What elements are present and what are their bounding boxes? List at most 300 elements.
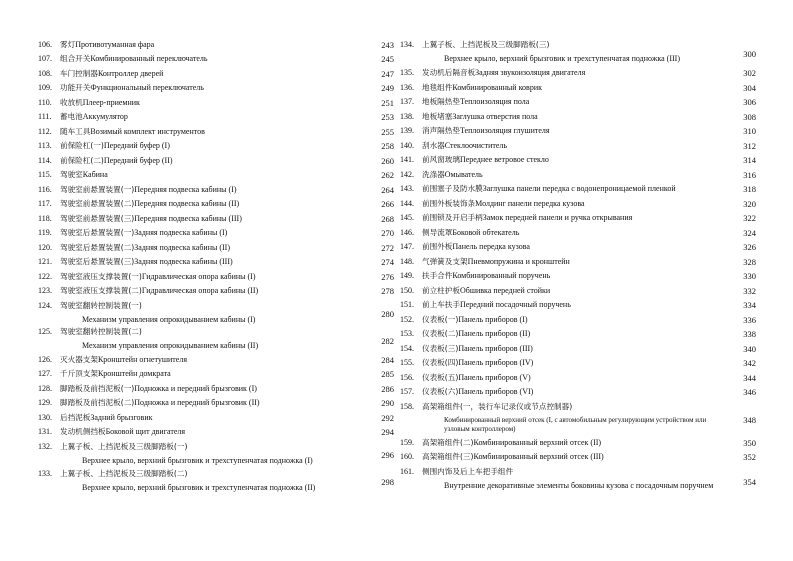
entry-number: 131. bbox=[38, 427, 52, 436]
page-number: 285 bbox=[381, 369, 394, 379]
entry-number: 158. bbox=[400, 401, 414, 411]
entry-number: 129. bbox=[38, 398, 52, 407]
entry-number: 142. bbox=[400, 169, 414, 179]
entry-title bbox=[60, 398, 394, 408]
toc-entry bbox=[38, 199, 394, 214]
entry-number: 126. bbox=[38, 354, 52, 364]
page-number: 284 bbox=[381, 354, 394, 365]
entry-title bbox=[60, 243, 394, 253]
entry-number: 161. bbox=[400, 466, 414, 476]
entry-title-russian: Передняя подвеска кабины (I) bbox=[134, 184, 237, 194]
entry-title-chinese: 上翼子板、上挡泥板及三级脚踏板(三) bbox=[422, 40, 550, 49]
entry-title bbox=[60, 214, 394, 224]
toc-entry bbox=[400, 438, 756, 453]
entry-number: 154. bbox=[400, 343, 414, 353]
toc-entry bbox=[38, 98, 394, 113]
entry-number: 140. bbox=[400, 140, 414, 150]
toc-entry bbox=[38, 442, 394, 469]
entry-title-chinese: 前围外板装饰条 bbox=[422, 198, 476, 208]
toc-entry bbox=[400, 112, 756, 127]
entry-title-russian: Комбинированный поручень bbox=[452, 271, 551, 280]
entry-title-chinese: 气弹簧及支架 bbox=[422, 256, 468, 266]
entry-title bbox=[60, 384, 394, 394]
entry-title bbox=[422, 373, 756, 383]
entry-title-chinese: 洗涤器 bbox=[422, 169, 445, 179]
entry-title bbox=[60, 413, 394, 423]
entry-title bbox=[60, 112, 394, 122]
entry-title bbox=[60, 469, 394, 493]
entry-title bbox=[60, 54, 394, 64]
entry-title-russian: Задняя звукоизоляция двигателя bbox=[475, 68, 586, 77]
entry-title-russian: Верхнее крыло, верхний брызговик и трехступенчатая подножка (III) bbox=[444, 54, 680, 63]
entry-title bbox=[422, 97, 756, 107]
toc-entry bbox=[400, 155, 756, 170]
page-number: 253 bbox=[381, 112, 394, 122]
entry-number: 130. bbox=[38, 412, 52, 422]
entry-number: 123. bbox=[38, 286, 52, 295]
page-number: 324 bbox=[743, 227, 756, 238]
entry-title-russian: Верхнее крыло, верхний брызговик и трехступенчатая подножка (II) bbox=[82, 482, 316, 492]
entry-title bbox=[60, 369, 394, 379]
entry-title-chinese: 驾驶室液压支撑装置(二) bbox=[60, 286, 142, 295]
entry-title-chinese: 驾驶室前悬置装置(三) bbox=[60, 213, 135, 223]
entry-number: 112. bbox=[38, 126, 52, 136]
entry-title bbox=[422, 170, 756, 180]
page-number: 328 bbox=[743, 256, 756, 267]
entry-title bbox=[60, 272, 394, 282]
entry-title-chinese: 消声隔热垫 bbox=[422, 126, 460, 135]
entry-title-russian: Комбинированный переключатель bbox=[90, 54, 208, 63]
toc-entry bbox=[38, 286, 394, 301]
entry-number: 159. bbox=[400, 437, 414, 447]
entry-title bbox=[422, 184, 756, 194]
toc-entry bbox=[38, 413, 394, 428]
entry-title bbox=[422, 452, 756, 462]
toc-entry bbox=[38, 469, 394, 495]
page-number: 249 bbox=[381, 83, 394, 93]
toc-entry bbox=[38, 83, 394, 98]
page-number: 294 bbox=[381, 427, 394, 437]
page-number: 251 bbox=[381, 97, 394, 108]
entry-title-chinese: 仪表板(一) bbox=[422, 314, 459, 324]
page-number: 316 bbox=[743, 169, 756, 180]
entry-title bbox=[422, 40, 756, 64]
page-number: 304 bbox=[743, 82, 756, 93]
entry-title-chinese: 组合开关 bbox=[60, 54, 91, 63]
entry-title bbox=[60, 442, 394, 466]
page-number: 282 bbox=[381, 335, 394, 346]
entry-title-chinese: 随车工具 bbox=[60, 126, 91, 136]
entry-title-chinese: 侧导流罩 bbox=[422, 227, 453, 237]
entry-title-russian: Теплоизоляция глушителя bbox=[459, 126, 550, 135]
toc-entry bbox=[400, 329, 756, 344]
entry-title-chinese: 地板隔热垫 bbox=[422, 97, 460, 106]
page-number: 308 bbox=[743, 111, 756, 122]
page-number: 322 bbox=[743, 213, 756, 223]
entry-title bbox=[60, 185, 394, 195]
entry-title bbox=[422, 213, 756, 223]
entry-title-russian: Передняя подвеска кабины (II) bbox=[134, 199, 240, 208]
entry-title-chinese: 驾驶室 bbox=[60, 170, 83, 179]
entry-title bbox=[422, 402, 756, 434]
entry-title bbox=[60, 98, 394, 108]
page-number: 272 bbox=[381, 242, 394, 253]
page-number: 336 bbox=[743, 314, 756, 325]
entry-title bbox=[422, 329, 756, 339]
entry-number: 117. bbox=[38, 199, 52, 208]
entry-title-chinese: 驾驶室前悬置装置(一) bbox=[60, 184, 135, 194]
toc-entry bbox=[400, 242, 756, 257]
toc-entry bbox=[38, 301, 394, 327]
entry-title bbox=[60, 156, 394, 166]
entry-title bbox=[60, 301, 394, 325]
entry-title-chinese: 仪表板(四) bbox=[422, 358, 459, 367]
toc-entry bbox=[38, 40, 394, 54]
entry-title-russian: Пневмопружина и кронштейн bbox=[467, 256, 570, 266]
toc-entry bbox=[400, 228, 756, 243]
page-number: 300 bbox=[743, 49, 756, 59]
page-number: 330 bbox=[743, 271, 756, 281]
entry-title-russian: Возимый комплект инструментов bbox=[90, 126, 205, 136]
entry-number: 146. bbox=[400, 227, 414, 237]
entry-number: 122. bbox=[38, 271, 52, 281]
entry-title-russian: Механизм управления опрокидыванием кабины (I) bbox=[82, 314, 256, 324]
entry-title bbox=[60, 257, 394, 267]
page-number: 348 bbox=[743, 414, 756, 425]
entry-title bbox=[422, 286, 756, 296]
entry-title-russian: Панель приборов (VI) bbox=[458, 387, 534, 396]
toc-entry bbox=[38, 427, 394, 442]
entry-title-russian: Боковой обтекатель bbox=[452, 227, 520, 237]
entry-title-russian: Панель приборов (III) bbox=[458, 343, 533, 353]
entry-title-chinese: 收放机 bbox=[60, 97, 83, 107]
entry-title bbox=[60, 327, 394, 351]
entry-title-chinese: 功能开关 bbox=[60, 83, 91, 92]
entry-title-russian: Заглушка отверстия пола bbox=[452, 111, 538, 121]
entry-number: 160. bbox=[400, 452, 414, 461]
entry-title-chinese: 扶手合件 bbox=[422, 271, 453, 280]
entry-number: 118. bbox=[38, 213, 52, 223]
entry-title-chinese: 驾驶室液压支撑装置(一) bbox=[60, 271, 142, 281]
entry-title-russian: Задняя подвеска кабины (I) bbox=[134, 228, 228, 237]
toc-entry bbox=[38, 228, 394, 243]
page-number: 278 bbox=[381, 286, 394, 296]
entry-title-russian: Передний буфер (II) bbox=[103, 155, 173, 165]
entry-title-russian: Передняя подвеска кабины (III) bbox=[134, 213, 242, 223]
entry-title bbox=[60, 355, 394, 365]
entry-title-russian: Комбинированный верхний отсек (II) bbox=[473, 437, 602, 447]
entry-title-chinese: 雾灯 bbox=[60, 40, 76, 49]
page-number: 270 bbox=[381, 228, 394, 238]
entry-title-chinese: 后挡泥板 bbox=[60, 412, 91, 422]
toc-entry bbox=[38, 398, 394, 413]
toc-entry bbox=[400, 97, 756, 112]
entry-title-chinese: 脚踏板及前挡泥板(二) bbox=[60, 398, 135, 407]
entry-title-chinese: 前上车扶手 bbox=[422, 300, 460, 309]
toc-entry bbox=[400, 83, 756, 98]
page-number: 243 bbox=[381, 40, 394, 50]
toc-entry bbox=[400, 373, 756, 388]
entry-number: 133. bbox=[38, 468, 52, 478]
toc-right-column bbox=[400, 40, 756, 497]
page-number: 342 bbox=[743, 358, 756, 368]
page-number: 302 bbox=[743, 68, 756, 78]
entry-title-russian: Задний брызговик bbox=[90, 412, 153, 422]
entry-title-russian: Гидравлическая опора кабины (II) bbox=[141, 286, 259, 295]
entry-title-chinese: 千斤顶支架 bbox=[60, 369, 98, 378]
entry-number: 156. bbox=[400, 372, 414, 382]
entry-title bbox=[60, 228, 394, 238]
toc-entry bbox=[38, 369, 394, 384]
entry-number: 137. bbox=[400, 97, 414, 106]
entry-number: 136. bbox=[400, 82, 414, 92]
entry-number: 124. bbox=[38, 300, 52, 310]
entry-title-chinese: 前围塞子及防水膜 bbox=[422, 184, 483, 193]
entry-title bbox=[422, 438, 756, 448]
toc-entry bbox=[38, 170, 394, 185]
entry-title-russian: Омыватель bbox=[444, 169, 483, 179]
entry-title bbox=[60, 141, 394, 151]
entry-title-chinese: 仪表板(六) bbox=[422, 387, 459, 396]
page-number: 255 bbox=[381, 126, 394, 137]
entry-title-russian: Стеклоочиститель bbox=[444, 140, 508, 150]
entry-number: 119. bbox=[38, 228, 52, 237]
entry-title-chinese: 车门控制器 bbox=[60, 68, 98, 78]
page-number: 344 bbox=[743, 372, 756, 383]
page-number: 334 bbox=[743, 300, 756, 310]
entry-title-chinese: 地毯组件 bbox=[422, 82, 453, 92]
entry-title bbox=[60, 199, 394, 209]
toc-entry bbox=[400, 257, 756, 272]
entry-title bbox=[422, 315, 756, 325]
entry-title-chinese: 驾驶室后悬置装置(三) bbox=[60, 257, 135, 266]
page-number: 296 bbox=[381, 450, 394, 460]
entry-number: 150. bbox=[400, 285, 414, 295]
toc-entry bbox=[400, 141, 756, 156]
toc-entry bbox=[38, 141, 394, 156]
toc-entry bbox=[400, 184, 756, 199]
page-number: 320 bbox=[743, 198, 756, 209]
entry-title bbox=[60, 69, 394, 79]
entry-number: 128. bbox=[38, 383, 52, 393]
page-number: 340 bbox=[743, 343, 756, 354]
entry-title bbox=[422, 155, 756, 165]
entry-title-russian: Передний буфер (I) bbox=[103, 141, 170, 150]
page-number: 310 bbox=[743, 126, 756, 136]
entry-title-russian: Подножка и передний брызговик (I) bbox=[134, 383, 257, 393]
entry-title bbox=[60, 286, 394, 296]
toc-entry bbox=[400, 387, 756, 402]
entry-title-chinese: 刮水器 bbox=[422, 140, 445, 150]
entry-number: 151. bbox=[400, 300, 414, 309]
entry-title bbox=[422, 257, 756, 267]
toc-entry bbox=[38, 127, 394, 142]
entry-title-chinese: 高架箱组件(三) bbox=[422, 452, 474, 461]
entry-title-russian: Заглушка панели передка с водонепроницаемой пленкой bbox=[482, 184, 676, 193]
entry-title-chinese: 驾驶室翻转控制装置(二) bbox=[60, 326, 142, 336]
entry-title-chinese: 驾驶室前悬置装置(二) bbox=[60, 199, 135, 208]
entry-title-chinese: 脚踏板及前挡泥板(一) bbox=[60, 383, 135, 393]
entry-title-chinese: 蓄电池 bbox=[60, 112, 83, 121]
entry-number: 134. bbox=[400, 40, 414, 49]
entry-title-russian: Панель передка кузова bbox=[452, 242, 530, 251]
entry-number: 148. bbox=[400, 256, 414, 266]
entry-number: 147. bbox=[400, 242, 414, 251]
entry-title-russian: Комбинированный верхний отсек (I, с автомобильным регулирующим устройством или узловым контроллером) bbox=[444, 415, 707, 433]
entry-title-chinese: 灭火器支架 bbox=[60, 354, 98, 364]
page-number: 274 bbox=[381, 257, 394, 267]
entry-title-russian: Плеер-приемник bbox=[82, 97, 140, 107]
entry-title-russian: Гидравлическая опора кабины (I) bbox=[141, 271, 256, 281]
toc-entry bbox=[38, 54, 394, 69]
entry-number: 125. bbox=[38, 326, 52, 336]
entry-title-russian: Панель приборов (I) bbox=[458, 314, 528, 324]
page-number: 338 bbox=[743, 329, 756, 339]
entry-title bbox=[422, 387, 756, 397]
toc-entry bbox=[38, 272, 394, 287]
entry-number: 127. bbox=[38, 369, 52, 378]
entry-title-chinese: 高架箱组件(一，装行车记录仪或节点控制器) bbox=[422, 401, 573, 411]
entry-number: 109. bbox=[38, 83, 52, 92]
page-number: 326 bbox=[743, 242, 756, 252]
page-number: 264 bbox=[381, 184, 394, 195]
entry-title bbox=[422, 271, 756, 281]
entry-number: 139. bbox=[400, 126, 414, 135]
entry-title bbox=[60, 83, 394, 93]
entry-title bbox=[422, 358, 756, 368]
toc-entry bbox=[400, 402, 756, 438]
entry-number: 144. bbox=[400, 198, 414, 208]
page-number: 286 bbox=[381, 383, 394, 394]
entry-number: 110. bbox=[38, 97, 52, 107]
entry-title-russian: Переднее ветровое стекло bbox=[459, 155, 549, 164]
page-number: 314 bbox=[743, 155, 756, 165]
entry-title-russian: Противотуманная фара bbox=[75, 40, 155, 49]
page-number: 268 bbox=[381, 213, 394, 224]
entry-title-chinese: 仪表板(三) bbox=[422, 343, 459, 353]
page-number: 247 bbox=[381, 68, 394, 79]
entry-number: 138. bbox=[400, 111, 414, 121]
toc-entry bbox=[400, 213, 756, 228]
toc-entry bbox=[38, 185, 394, 200]
entry-number: 116. bbox=[38, 184, 52, 194]
entry-title-russian: Теплоизоляция пола bbox=[459, 97, 530, 106]
toc-entry bbox=[38, 112, 394, 127]
page-number: 290 bbox=[381, 398, 394, 408]
entry-number: 120. bbox=[38, 242, 52, 252]
toc-entry bbox=[400, 68, 756, 83]
entry-title-russian: Молдинг панели передка кузова bbox=[475, 198, 585, 208]
entry-title-russian: Контроллер дверей bbox=[97, 68, 164, 78]
entry-title-russian: Кронштейн огнетушителя bbox=[97, 354, 188, 364]
toc-entry bbox=[400, 358, 756, 373]
entry-title-chinese: 前风窗玻璃 bbox=[422, 155, 460, 164]
entry-number: 113. bbox=[38, 141, 52, 150]
entry-number: 149. bbox=[400, 271, 414, 280]
entry-title-russian: Комбинированный верхний отсек (III) bbox=[473, 452, 604, 461]
entry-title-russian: Кабина bbox=[82, 170, 108, 179]
entry-number: 152. bbox=[400, 314, 414, 324]
toc-entry bbox=[400, 199, 756, 214]
entry-number: 153. bbox=[400, 329, 414, 338]
page-number: 298 bbox=[381, 476, 394, 487]
entry-title-chinese: 前围锁及开启手柄 bbox=[422, 213, 483, 222]
toc-entry bbox=[38, 243, 394, 258]
entry-title-chinese: 上翼子板、上挡泥板及三级脚踏板(一) bbox=[60, 441, 188, 451]
entry-title-russian: Задняя подвеска кабины (II) bbox=[134, 242, 230, 252]
entry-title bbox=[422, 126, 756, 136]
entry-title-chinese: 发动机后隔音板 bbox=[422, 68, 476, 77]
toc-entry bbox=[400, 40, 756, 68]
entry-title-chinese: 驾驶室后悬置装置(一) bbox=[60, 228, 135, 237]
entry-title-russian: Механизм управления опрокидыванием кабины (II) bbox=[82, 340, 259, 350]
page-number: 306 bbox=[743, 97, 756, 107]
toc-entry bbox=[400, 286, 756, 301]
entry-number: 107. bbox=[38, 54, 52, 63]
page-number: 332 bbox=[743, 285, 756, 296]
toc-entry bbox=[400, 315, 756, 330]
page-number: 350 bbox=[743, 437, 756, 448]
entry-number: 106. bbox=[38, 40, 52, 49]
entry-title-russian: Внутренние декоративные элементы боковины кузова с посадочным поручнем bbox=[444, 480, 714, 490]
page-number: 266 bbox=[381, 199, 394, 209]
entry-title-russian: Верхнее крыло, верхний брызговик и трехступенчатая подножка (I) bbox=[82, 455, 313, 465]
page-number: 312 bbox=[743, 140, 756, 151]
page-number: 354 bbox=[743, 476, 756, 487]
entry-title-chinese: 高架箱组件(二) bbox=[422, 437, 474, 447]
entry-title-russian: Панель приборов (II) bbox=[458, 329, 531, 338]
page-number: 280 bbox=[381, 308, 394, 319]
entry-title bbox=[422, 344, 756, 354]
page-number: 262 bbox=[381, 170, 394, 180]
toc-entry bbox=[400, 170, 756, 185]
entry-title bbox=[60, 427, 394, 437]
entry-title bbox=[422, 300, 756, 310]
entry-number: 145. bbox=[400, 213, 414, 222]
entry-title-russian: Обшивка передней стойки bbox=[459, 285, 551, 295]
entry-title-russian: Задняя подвеска кабины (III) bbox=[134, 257, 233, 266]
toc-entry bbox=[38, 327, 394, 355]
entry-number: 143. bbox=[400, 184, 414, 193]
entry-title bbox=[422, 141, 756, 151]
entry-title-russian: Панель приборов (IV) bbox=[458, 358, 534, 367]
toc-entry bbox=[38, 214, 394, 229]
toc-entry bbox=[400, 126, 756, 141]
toc-entry bbox=[400, 344, 756, 359]
page-number: 352 bbox=[743, 452, 756, 462]
toc-entry bbox=[38, 156, 394, 171]
entry-title-russian: Замок передней панели и ручка открывания bbox=[482, 213, 633, 222]
entry-title bbox=[422, 467, 756, 491]
entry-title-chinese: 地板堵塞 bbox=[422, 111, 453, 121]
entry-title-chinese: 驾驶室翻转控制装置(一) bbox=[60, 300, 142, 310]
entry-title bbox=[60, 170, 394, 180]
entry-title-chinese: 侧围内饰及后上车把手组件 bbox=[422, 466, 514, 476]
entry-title-chinese: 上翼子板、上挡泥板及三级脚踏板(二) bbox=[60, 468, 188, 478]
entry-title bbox=[422, 83, 756, 93]
entry-title-russian: Подножка и передний брызговик (II) bbox=[134, 398, 260, 407]
entry-title bbox=[422, 242, 756, 252]
entry-title bbox=[422, 68, 756, 78]
entry-number: 157. bbox=[400, 387, 414, 396]
entry-number: 141. bbox=[400, 155, 414, 164]
entry-title-russian: Передний посадочный поручень bbox=[459, 300, 571, 309]
toc-entry bbox=[400, 452, 756, 467]
toc-entry bbox=[38, 355, 394, 370]
entry-number: 132. bbox=[38, 441, 52, 451]
entry-title-chinese: 前保险杠(一) bbox=[60, 141, 104, 150]
toc-entry bbox=[38, 384, 394, 399]
